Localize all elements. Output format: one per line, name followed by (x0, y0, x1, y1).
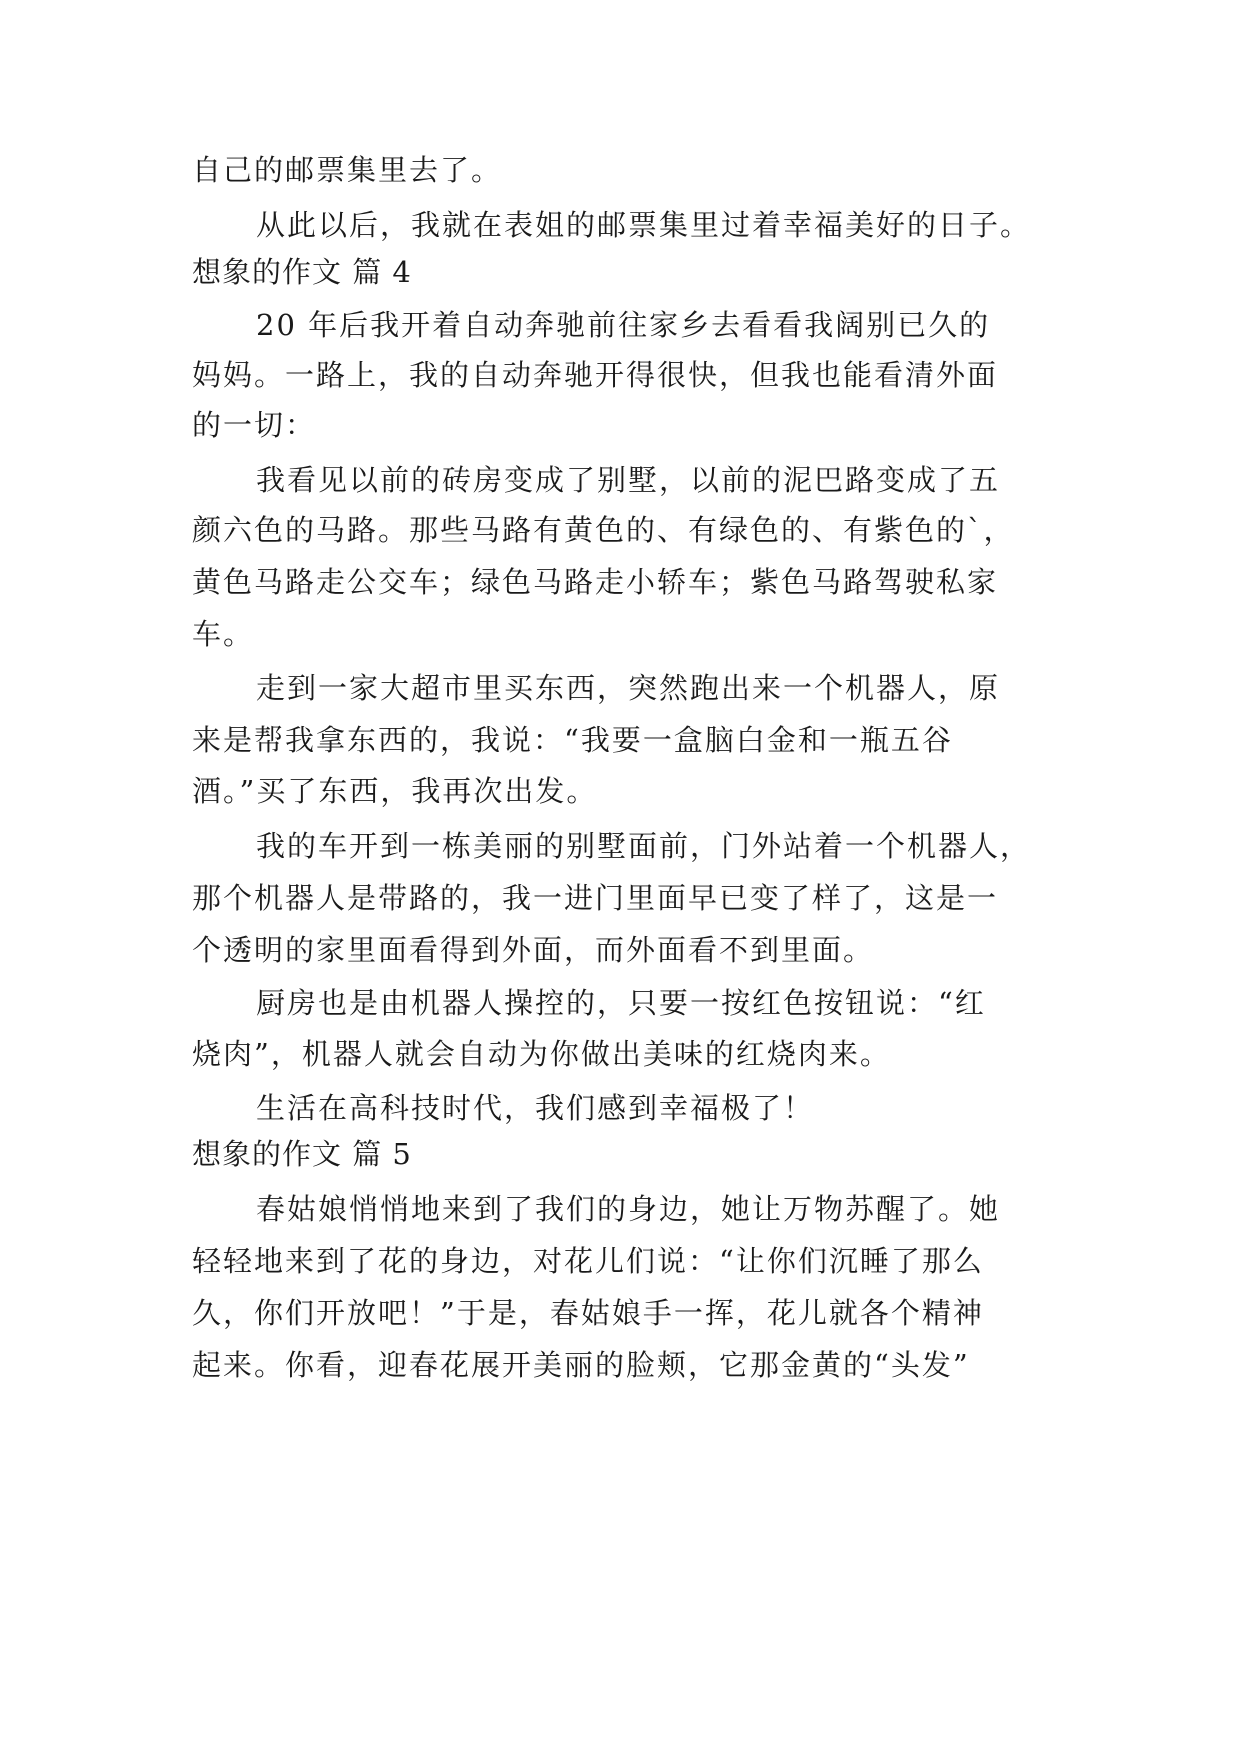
paragraph-line: 厨房也是由机器人操控的，只要一按红色按钮说：“红 (256, 986, 986, 1020)
text-line: 来是帮我拿东西的，我说：“我要一盒脑白金和一瓶五谷 (192, 723, 953, 757)
paragraph-line: 生活在高科技时代，我们感到幸福极了！ (256, 1091, 815, 1125)
text-line: 起来。你看，迎春花展开美丽的脸颊，它那金黄的“头发” (192, 1348, 970, 1382)
text-line: 的一切： (192, 408, 317, 442)
text-line: 轻轻地来到了花的身边，对花儿们说：“让你们沉睡了那么 (192, 1244, 984, 1278)
paragraph-line: 走到一家大超市里买东西，突然跑出来一个机器人，原 (256, 671, 1001, 705)
text-line: 妈妈。一路上，我的自动奔驰开得很快，但我也能看清外面 (192, 358, 999, 392)
paragraph-line: 春姑娘悄悄地来到了我们的身边，她让万物苏醒了。她 (256, 1192, 1001, 1226)
text-line: 颜六色的马路。那些马路有黄色的、有绿色的、有紫色的`， (192, 513, 1015, 547)
text-line: 自己的邮票集里去了。 (192, 153, 503, 187)
text-line: 车。 (192, 617, 255, 651)
paragraph-line: 我的车开到一栋美丽的别墅面前，门外站着一个机器人， (256, 829, 1032, 863)
paragraph-line: 20 年后我开着自动奔驰前往家乡去看看我阔别已久的 (256, 308, 991, 342)
text-line: 那个机器人是带路的，我一进门里面早已变了样了，这是一 (192, 881, 999, 915)
text-line: 黄色马路走公交车；绿色马路走小轿车；紫色马路驾驶私家 (192, 565, 999, 599)
text-line: 烧肉”，机器人就会自动为你做出美味的红烧肉来。 (192, 1037, 891, 1071)
text-line: 个透明的家里面看得到外面，而外面看不到里面。 (192, 933, 875, 967)
paragraph-line: 我看见以前的砖房变成了别墅，以前的泥巴路变成了五 (256, 463, 1001, 497)
section-heading-5: 想象的作文 篇 5 (192, 1137, 412, 1171)
text-line: 酒。”买了东西，我再次出发。 (192, 774, 598, 808)
section-heading-4: 想象的作文 篇 4 (192, 255, 412, 289)
paragraph-line: 从此以后，我就在表姐的邮票集里过着幸福美好的日子。 (256, 208, 1032, 242)
text-line: 久，你们开放吧！”于是，春姑娘手一挥，花儿就各个精神 (192, 1296, 984, 1330)
